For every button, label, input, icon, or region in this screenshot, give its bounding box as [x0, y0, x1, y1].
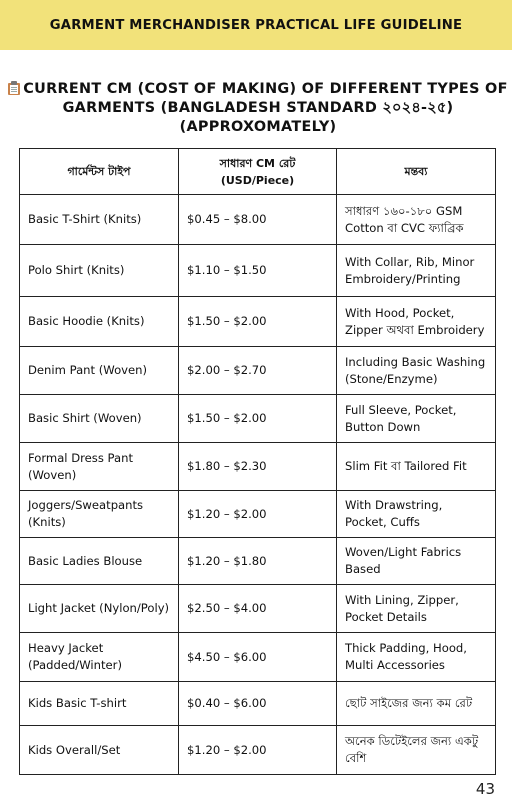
cell-remarks: Full Sleeve, Pocket, Button Down [337, 395, 496, 443]
cell-remarks: Including Basic Washing (Stone/Enzyme) [337, 347, 496, 395]
cell-remarks: Woven/Light Fabrics Based [337, 538, 496, 585]
section-heading [8, 80, 508, 137]
cell-remarks: ছোট সাইজের জন্য কম রেট [337, 682, 496, 726]
cell-cm-rate: $1.20 – $2.00 [179, 491, 337, 538]
cell-garment-type: Basic Ladies Blouse [20, 538, 179, 585]
cell-garment-type: Polo Shirt (Knits) [20, 245, 179, 297]
cell-cm-rate: $1.10 – $1.50 [179, 245, 337, 297]
cell-garment-type: Kids Overall/Set [20, 726, 179, 775]
page-number: 43 [475, 780, 495, 798]
cell-cm-rate: $0.45 – $8.00 [179, 195, 337, 245]
cell-garment-type: Denim Pant (Woven) [20, 347, 179, 395]
cell-garment-type: Basic T-Shirt (Knits) [20, 195, 179, 245]
cell-garment-type: Joggers/Sweatpants (Knits) [20, 491, 179, 538]
cell-cm-rate: $1.50 – $2.00 [179, 395, 337, 443]
cell-garment-type: Heavy Jacket (Padded/Winter) [20, 633, 179, 682]
cell-remarks: With Drawstring, Pocket, Cuffs [337, 491, 496, 538]
cell-remarks: সাধারণ ১৬০-১৮০ GSM Cotton বা CVC ফ্যাব্রিক [337, 195, 496, 245]
table-row [20, 347, 496, 395]
table-row [20, 297, 496, 347]
cell-garment-type: Light Jacket (Nylon/Poly) [20, 585, 179, 633]
cell-remarks: Thick Padding, Hood, Multi Accessories [337, 633, 496, 682]
cell-remarks: With Collar, Rib, Minor Embroidery/Printing [337, 245, 496, 297]
table-row [20, 682, 496, 726]
cell-remarks: With Hood, Pocket, Zipper অথবা Embroidery [337, 297, 496, 347]
cell-remarks: With Lining, Zipper, Pocket Details [337, 585, 496, 633]
heading-line-3: (APPROXOMATELY) [179, 119, 337, 135]
cell-cm-rate: $2.00 – $2.70 [179, 347, 337, 395]
header-garment-type: গার্মেন্টস টাইপ [20, 149, 179, 195]
heading-line-2: GARMENTS (BANGLADESH STANDARD ২০২৪-২৫) [62, 100, 454, 116]
title-banner [0, 0, 512, 50]
cell-cm-rate: $1.20 – $1.80 [179, 538, 337, 585]
cell-cm-rate: $1.80 – $2.30 [179, 443, 337, 491]
header-remarks: মন্তব্য [337, 149, 496, 195]
table-row [20, 443, 496, 491]
table-row [20, 633, 496, 682]
cell-garment-type: Basic Shirt (Woven) [20, 395, 179, 443]
cell-garment-type: Formal Dress Pant (Woven) [20, 443, 179, 491]
cell-cm-rate: $2.50 – $4.00 [179, 585, 337, 633]
cell-cm-rate: $1.20 – $2.00 [179, 726, 337, 775]
table-row [20, 491, 496, 538]
heading-line-1: CURRENT CM (COST OF MAKING) OF DIFFERENT TYPES OF [23, 81, 508, 97]
cell-cm-rate: $1.50 – $2.00 [179, 297, 337, 347]
table-row [20, 585, 496, 633]
cm-rate-table [19, 148, 496, 775]
table-row [20, 726, 496, 775]
cell-cm-rate: $4.50 – $6.00 [179, 633, 337, 682]
table-header-row [20, 149, 496, 195]
table-row [20, 538, 496, 585]
cell-garment-type: Basic Hoodie (Knits) [20, 297, 179, 347]
cell-cm-rate: $0.40 – $6.00 [179, 682, 337, 726]
table-row [20, 195, 496, 245]
table-row [20, 395, 496, 443]
cell-remarks: Slim Fit বা Tailored Fit [337, 443, 496, 491]
table-row [20, 245, 496, 297]
banner-title: GARMENT MERCHANDISER PRACTICAL LIFE GUIDELINE [49, 17, 463, 33]
cell-remarks: অনেক ডিটেইলের জন্য একটু বেশি [337, 726, 496, 775]
clipboard-icon [8, 81, 20, 95]
header-cm-rate: সাধারণ CM রেট (USD/Piece) [179, 149, 337, 195]
cell-garment-type: Kids Basic T-shirt [20, 682, 179, 726]
